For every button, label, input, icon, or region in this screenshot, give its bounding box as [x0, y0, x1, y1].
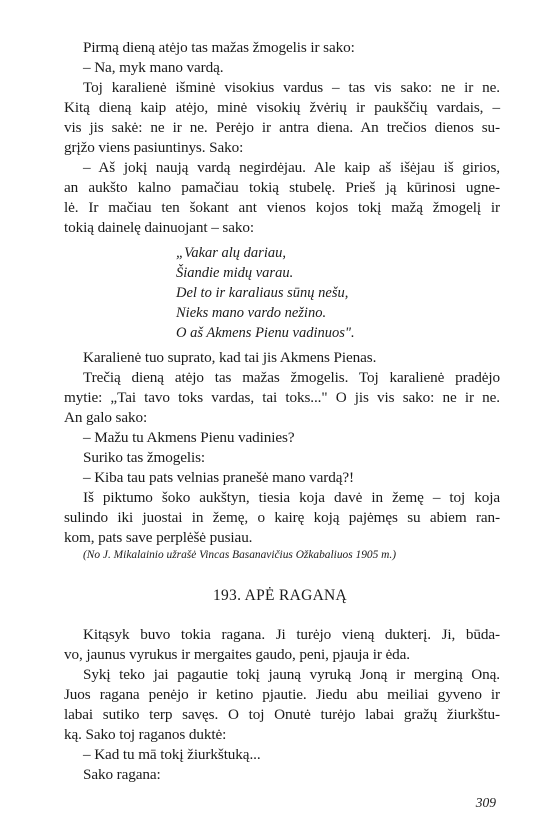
- paragraph-line: Pirmą dieną atėjo tas mažas žmogelis ir sako:: [83, 39, 355, 56]
- paragraph-line: kom, pats save perplėšė pusiau.: [64, 529, 253, 546]
- paragraph-line: tokią dainelę dainuojant – sako:: [64, 219, 254, 236]
- paragraph-line: an aukšto kalno pamačiau tokią stubelę. Prieš ją kūrinosi ugne-: [64, 179, 500, 196]
- paragraph-line: mytie: „Tai tavo toks vardas, tai toks..." O jis vis sako: ne ir ne.: [64, 389, 500, 406]
- paragraph-line: Trečią dieną atėjo tas mažas žmogelis. Toj karalienė pradėjo: [83, 369, 500, 386]
- poem-line: O aš Akmens Pienu vadinuos".: [176, 325, 355, 341]
- paragraph-line: Kitąsyk buvo tokia ragana. Ji turėjo vieną dukterį. Ji, būda-: [83, 626, 500, 643]
- paragraph-line: ką. Sako toj raganos duktė:: [64, 726, 227, 743]
- paragraph-line: Kitą dieną kaip atėjo, minė visokių žvėrių ir paukščių vardais, –: [64, 99, 500, 116]
- paragraph-line: Karalienė tuo suprato, kad tai jis Akmens Pienas.: [83, 349, 377, 366]
- paragraph-line: labai sutiko terp savęs. O toj Onutė turėjo labai gražų žiurkštu-: [64, 706, 500, 723]
- dialogue-line: – Kiba tau pats velnias pranešė mano vardą?!: [83, 469, 354, 486]
- dialogue-line: – Mažu tu Akmens Pienu vadinies?: [83, 429, 295, 446]
- paragraph-line: vis jis sakė: ne ir ne. Perėjo ir antra diena. An trečios dienos su-: [64, 119, 500, 136]
- page-number: 309: [475, 795, 496, 810]
- poem-line: Nieks mano vardo nežino.: [176, 305, 327, 321]
- poem-line: Del to ir karaliaus sūnų nešu,: [176, 285, 349, 301]
- paragraph-line: Juos ragana penėjo ir ketino pjautie. Jiedu abu meiliai gyveno ir: [64, 686, 500, 703]
- source-note: (No J. Mikalainio užrašė Vincas Basanavičius Ožkabaliuos 1905 m.): [83, 549, 396, 561]
- dialogue-line: – Na, myk mano vardą.: [83, 59, 224, 76]
- section-title: 193. APĖ RAGANĄ: [212, 587, 348, 604]
- paragraph-line: Toj karalienė išminė visokius vardus – tas vis sako: ne ir ne.: [83, 79, 500, 96]
- paragraph-line: Suriko tas žmogelis:: [83, 449, 206, 466]
- paragraph-line: An galo sako:: [64, 409, 148, 426]
- paragraph-line: grįžo viens pasiuntinys. Sako:: [64, 139, 244, 156]
- dialogue-line: – Aš jokį naują vardą negirdėjau. Ale kaip aš išėjau iš girios,: [83, 159, 500, 176]
- paragraph-line: vo, jaunus vyrukus ir mergaites gaudo, peni, pjauja ir ėda.: [64, 646, 411, 663]
- paragraph-line: Sako ragana:: [83, 766, 161, 783]
- paragraph-line: Sykį teko jai pagautie tokį jauną vyruką Joną ir merginą Oną.: [83, 666, 500, 683]
- paragraph-line: lė. Ir mačiau ten šokant ant vienos kojos tokį mažą žmogelį ir: [64, 199, 500, 216]
- poem-line: Šiandie midų varau.: [176, 265, 294, 281]
- poem-line: „Vakar alų dariau,: [176, 245, 286, 261]
- paragraph-line: Iš piktumo šoko aukštyn, tiesia koja davė in žemę – toj koja: [83, 489, 500, 506]
- paragraph-line: sulindo iki juostai in žemę, o kairę koją pajėmęs su abiem ran-: [64, 509, 500, 526]
- dialogue-line: – Kad tu mā tokį žiurkštuką...: [83, 746, 261, 763]
